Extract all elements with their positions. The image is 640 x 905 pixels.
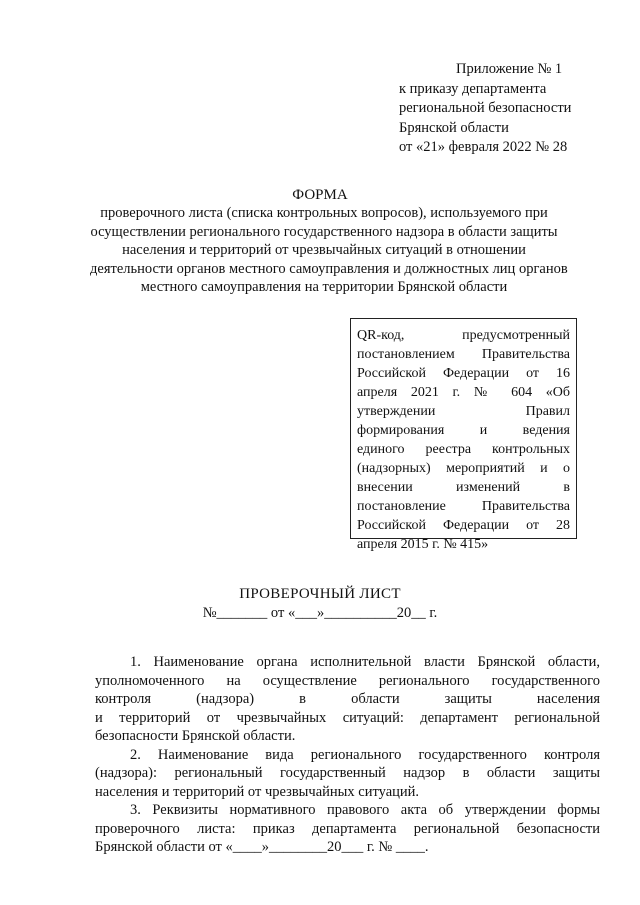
list-item (95, 746, 600, 802)
item-line: Брянской области от «____»________20___ г. № ____. (95, 839, 429, 855)
checklist-number-line: №_______ от «___»__________20__ г. (202, 605, 438, 621)
checklist-title: ПРОВЕРОЧНЫЙ ЛИСТ (239, 586, 401, 602)
item-line: населения и территорий от чрезвычайных ситуаций. (95, 783, 420, 800)
item-line: 2. Наименование вида регионального государственного контроля (130, 746, 600, 763)
qr-note-line: Российской Федерации от 28 (357, 518, 570, 533)
form-description (90, 204, 568, 297)
item-line: проверочного листа: приказ департамента региональной безопасности (95, 820, 600, 837)
item-line: контроля (надзора) в области защиты населения (95, 691, 600, 707)
qr-note-line: QR-код, предусмотренный (357, 328, 570, 343)
form-title: ФОРМА (292, 187, 348, 203)
item-line: уполномоченного на осуществление регионального государственного (95, 672, 600, 689)
form-description-line: деятельности органов местного самоуправления и должностных лиц органов (90, 260, 568, 277)
qr-note-line: апреля 2015 г. № 415» (357, 537, 489, 552)
item-line: (надзора): региональный государственный надзор в области защиты (95, 765, 600, 781)
item-line: 1. Наименование органа исполнительной власти Брянской области, (130, 654, 600, 670)
qr-note-line: постановлением Правительства (357, 347, 570, 362)
form-description-line: местного самоуправления на территории Брянской области (140, 279, 508, 295)
appendix-line: к приказу департамента (399, 80, 547, 97)
qr-note-line: апреля 2021 г. № 604 «Об (357, 385, 570, 400)
checklist-items (95, 653, 600, 857)
qr-note-line: единого реестра контрольных (357, 442, 570, 457)
qr-code-placeholder-box (350, 318, 577, 552)
item-line: безопасности Брянской области. (95, 728, 296, 744)
form-description-line: населения и территорий от чрезвычайных ситуаций в отношении (122, 242, 526, 258)
appendix-line: региональной безопасности (399, 100, 572, 116)
qr-note-line: внесении изменений в (357, 480, 570, 495)
qr-note-line: формирования и ведения (357, 423, 570, 438)
item-line: и территорий от чрезвычайных ситуаций: департамент региональной (95, 709, 600, 726)
list-item (95, 801, 600, 857)
qr-note-line: Российской Федерации от 16 (357, 366, 570, 381)
item-line: 3. Реквизиты нормативного правового акта об утверждении формы (130, 802, 600, 818)
appendix-line: от «21» февраля 2022 № 28 (399, 139, 568, 155)
qr-note-line: утверждении Правил (357, 404, 570, 419)
appendix-line: Приложение № 1 (456, 61, 563, 77)
appendix-block (399, 60, 609, 158)
appendix-line: Брянской области (399, 119, 509, 136)
form-description-line: проверочного листа (списка контрольных вопросов), используемого при (100, 205, 548, 221)
qr-note-line: постановление Правительства (357, 499, 570, 514)
qr-note-line: (надзорных) мероприятий и о (357, 461, 570, 476)
form-description-line: осуществлении регионального государственного надзора в области защиты (90, 223, 558, 240)
list-item (95, 653, 600, 746)
